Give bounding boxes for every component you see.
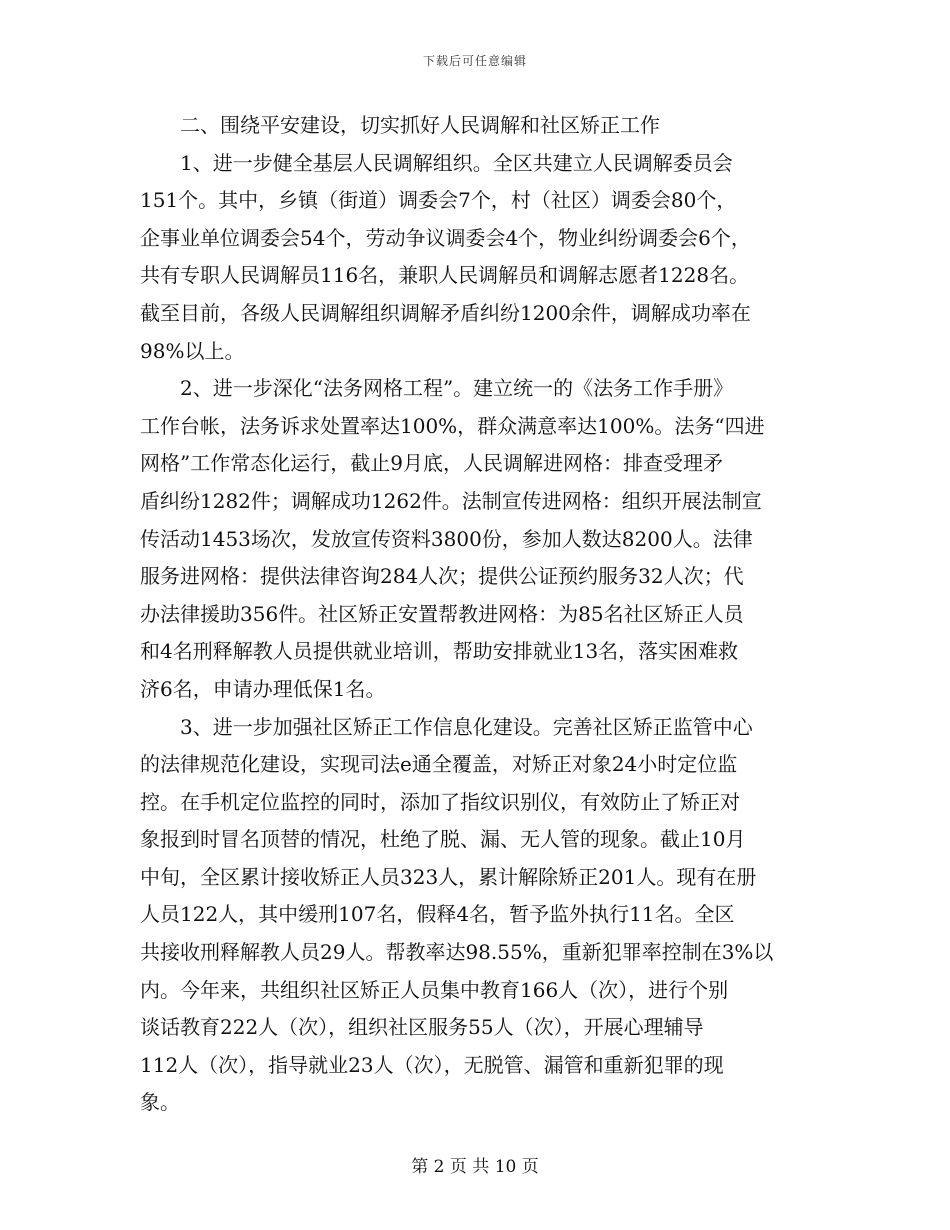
paragraph-line: 盾纠纷1282件；调解成功1262件。法制宣传进网格：组织开展法制宣: [140, 488, 762, 513]
paragraph-line: 服务进网格：提供法律咨询284人次；提供公证预约服务32人次；代: [140, 564, 744, 589]
paragraph-line: 内。今年来，共组织社区矫正人员集中教育166人（次），进行个别: [140, 977, 729, 1002]
paragraph-line: 网格”工作常态化运行，截止9月底，人民调解进网格：排查受理矛: [140, 451, 723, 476]
paragraph-line: 截至目前，各级人民调解组织调解矛盾纠纷1200余件，调解成功率在: [140, 300, 751, 325]
document-body: [140, 107, 808, 1122]
paragraph-line: 151个。其中，乡镇（街道）调委会7个，村（社区）调委会80个，: [140, 188, 737, 213]
paragraph-line: 共有专职人民调解员116名，兼职人民调解员和调解志愿者1228名。: [140, 263, 750, 288]
paragraph-line: 控。在手机定位监控的同时，添加了指纹识别仪，有效防止了矫正对: [140, 789, 740, 814]
paragraph-line: 人员122人，其中缓刑107名，假释4名，暂予监外执行11名。全区: [140, 902, 735, 927]
page-header: 下载后可任意编辑: [422, 54, 527, 68]
paragraph-line: 98%以上。: [140, 338, 245, 363]
paragraph-line: 1、进一步健全基层人民调解组织。全区共建立人民调解委员会: [140, 150, 733, 175]
paragraph-line: 中旬，全区累计接收矫正人员323人，累计解除矫正201人。现有在册: [140, 864, 757, 889]
paragraph-line: 办法律援助356件。社区矫正安置帮教进网格：为85名社区矫正人员: [140, 601, 744, 626]
paragraph-line: 象。: [140, 1090, 180, 1115]
paragraph-line: 谈话教育222人（次），组织社区服务55人（次），开展心理辅导: [140, 1015, 704, 1040]
page-number-footer: 第 2 页 共 10 页: [411, 1157, 539, 1177]
paragraph-line: 象报到时冒名顶替的情况，杜绝了脱、漏、无人管的现象。截止10月: [140, 827, 746, 852]
section-heading: 二、围绕平安建设，切实抓好人民调解和社区矫正工作: [140, 113, 660, 137]
paragraph-line: 传活动1453场次，发放宣传资料3800份，参加人数达8200人。法律: [140, 526, 753, 551]
paragraph-line: 工作台帐，法务诉求处置率达100%，群众满意率达100%。法务“四进: [140, 413, 765, 438]
paragraph-line: 企事业单位调委会54个，劳动争议调委会4个，物业纠纷调委会6个，: [140, 225, 751, 250]
paragraph-line: 和4名刑释解教人员提供就业培训，帮助安排就业13名，落实困难救: [140, 639, 739, 664]
paragraph-line: 济6名，申请办理低保1名。: [140, 676, 386, 701]
paragraph-line: 的法律规范化建设，实现司法e通全覆盖，对矫正对象24小时定位监: [140, 752, 738, 777]
paragraph-line: 共接收刑释解教人员29人。帮教率达98.55%，重新犯罪率控制在3%以: [140, 940, 774, 965]
paragraph-line: 112人（次），指导就业23人（次），无脱管、漏管和重新犯罪的现: [140, 1052, 724, 1077]
paragraph-line: 3、进一步加强社区矫正工作信息化建设。完善社区矫正监管中心: [140, 714, 753, 739]
paragraph-line: 2、进一步深化“法务网格工程”。建立统一的《法务工作手册》: [140, 376, 734, 401]
